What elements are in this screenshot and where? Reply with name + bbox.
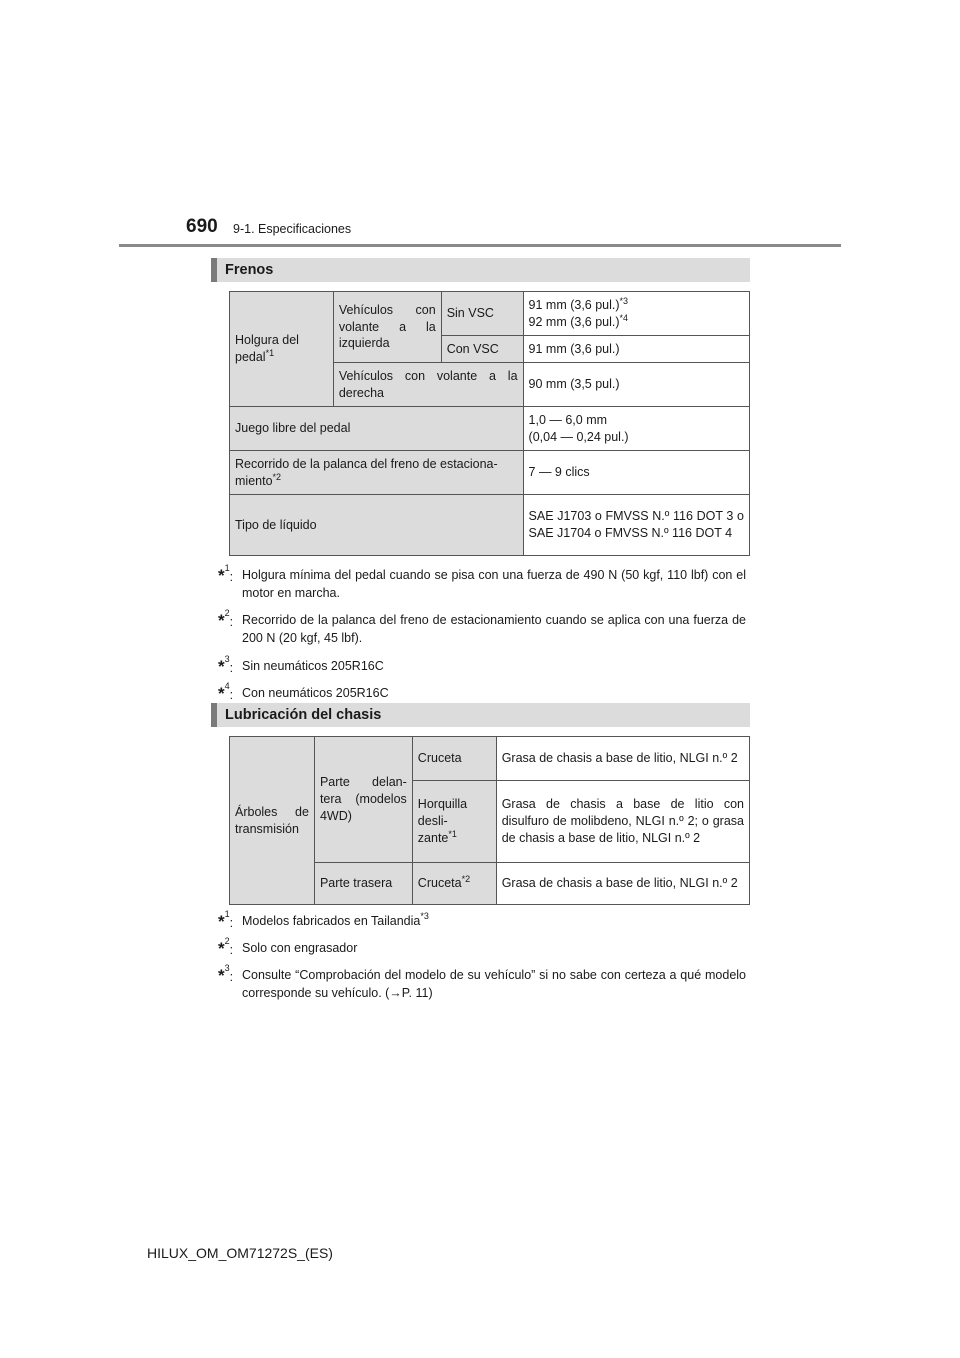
footnote: *$^2$: Recorrido de la palanca del freno de estacionamiento cuando se aplica con una fuerza de 200 N (20 kgf, 45 lbf). xyxy=(218,608,746,646)
recorrido-value: 7 — 9 clics xyxy=(523,451,749,495)
holgura-label: Holgura del pedal$^{*1}$ xyxy=(230,292,334,407)
trasera-label: Parte trasera xyxy=(314,863,412,905)
izq-label: Vehículos con volante a la izquierda xyxy=(333,292,441,363)
footer-code: HILUX_OM_OM71272S_(ES) xyxy=(147,1245,333,1261)
section-title: 9-1. Especificaciones xyxy=(233,222,352,236)
cruceta2-label: Cruceta$^{*2}$ xyxy=(412,863,496,905)
horquilla-value: Grasa de chasis a base de litio con disulfuro de molibdeno, NLGI n.º 2; o grasa de chasis a base de litio, NLGI n.º 2 xyxy=(496,781,749,863)
ref-marker: *1 xyxy=(265,348,275,358)
footnote: *$^3$: Sin neumáticos 205R16C xyxy=(218,653,384,676)
sin-vsc-value: 91 mm (3,6 pul.)$^{*3}$ 92 mm (3,6 pul.)$^{*4}$ xyxy=(523,292,749,336)
frenos-notes xyxy=(218,563,746,711)
footnote: *$^4$: Con neumáticos 205R16C xyxy=(218,680,389,703)
horquilla-label: Horquilla desli- zante$^{*1}$ xyxy=(412,781,496,863)
arboles-label: Árboles de transmisión xyxy=(230,737,315,905)
footnote: *$^1$: Holgura mínima del pedal cuando se pisa con una fuerza de 490 N (50 kgf, 110 lbf) con el motor en marcha. xyxy=(218,563,746,601)
footnote: *$^1$: Modelos fabricados en Tailandia$^{*3}$ xyxy=(218,909,429,931)
cruceta2-value: Grasa de chasis a base de litio, NLGI n.º 2 xyxy=(496,863,749,905)
footnote: *$^3$: Consulte “Comprobación del modelo de su vehículo” si no sabe con certeza a qué modelo corresponde su vehículo. (→P. 11) xyxy=(218,963,746,1001)
frenos-table xyxy=(229,291,750,556)
con-vsc-value: 91 mm (3,6 pul.) xyxy=(523,336,749,363)
delantera-label: Parte delan- tera (modelos 4WD) xyxy=(314,737,412,863)
cruceta-label: Cruceta xyxy=(412,737,496,781)
sin-vsc-label: Sin VSC xyxy=(441,292,523,336)
header-rule xyxy=(119,244,841,247)
con-vsc-label: Con VSC xyxy=(441,336,523,363)
page-number: 690 xyxy=(186,216,218,237)
juego-value: 1,0 — 6,0 mm (0,04 — 0,24 pul.) xyxy=(523,407,749,451)
chasis-notes xyxy=(218,909,746,1012)
chasis-heading: Lubricación del chasis xyxy=(211,703,750,727)
chasis-table xyxy=(229,736,750,905)
footnote: *$^2$: Solo con engrasador xyxy=(218,936,358,959)
der-value: 90 mm (3,5 pul.) xyxy=(523,363,749,407)
recorrido-label: Recorrido de la palanca del freno de estaciona- miento$^{*2}$ xyxy=(230,451,524,495)
frenos-heading: Frenos xyxy=(211,258,750,282)
der-label: Vehículos con volante a la derecha xyxy=(333,363,523,407)
juego-label: Juego libre del pedal xyxy=(230,407,524,451)
liquido-label: Tipo de líquido xyxy=(230,495,524,556)
liquido-value: SAE J1703 o FMVSS N.º 116 DOT 3 o SAE J1704 o FMVSS N.º 116 DOT 4 xyxy=(523,495,749,556)
cruceta-value: Grasa de chasis a base de litio, NLGI n.º 2 xyxy=(496,737,749,781)
